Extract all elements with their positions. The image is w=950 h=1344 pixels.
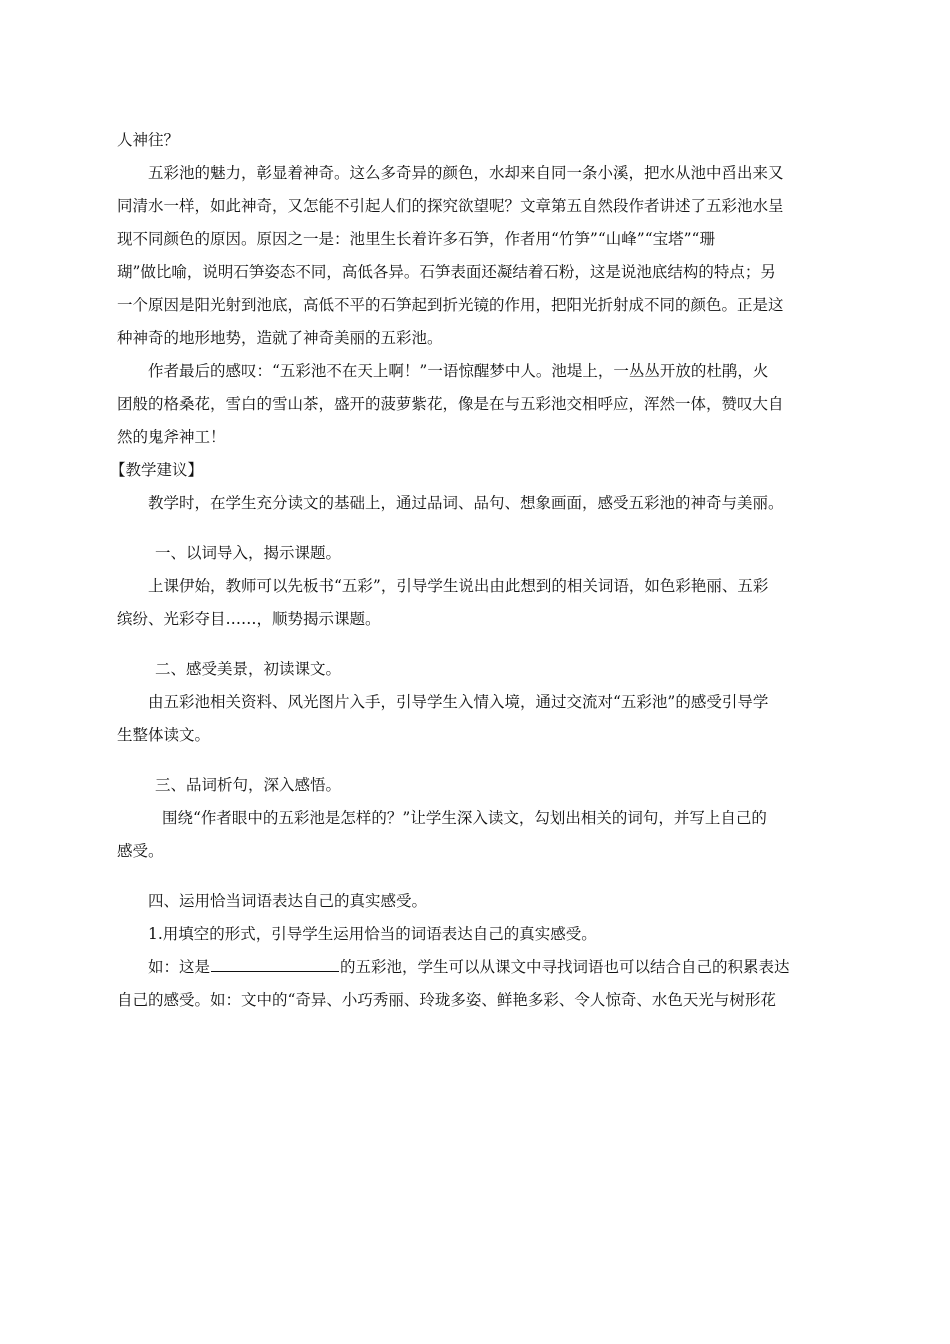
step-4-item-1: 1.用填空的形式，引导学生运用恰当的词语表达自己的真实感受。: [148, 925, 597, 943]
section-heading: 【教学建议】: [110, 461, 204, 479]
paragraph-1-line-1: 人神往？: [117, 131, 180, 149]
intro-paragraph: 教学时，在学生充分读文的基础上，通过品词、品句、想象画面，感受五彩池的神奇与美丽。: [148, 494, 784, 512]
paragraph-2-line-3: 现不同颜色的原因。原因之一是：池里生长着许多石笋，作者用“竹笋”“山峰”“宝塔”“珊: [117, 230, 715, 248]
step-3-heading: 三、品词析句，深入感悟。: [155, 776, 342, 794]
example-suffix: 的五彩池，学生可以从课文中寻找词语也可以结合自己的积累表达: [340, 958, 790, 976]
step-3-line-2: 感受。: [117, 842, 164, 860]
step-2-line-1: 由五彩池相关资料、风光图片入手，引导学生入情入境，通过交流对“五彩池”的感受引导学: [148, 693, 769, 711]
step-4-heading: 四、运用恰当词语表达自己的真实感受。: [148, 892, 428, 910]
step-4-example-line: [148, 957, 790, 977]
step-1-line-2: 缤纷、光彩夺目……，顺势揭示课题。: [117, 610, 381, 628]
fill-in-blank: [211, 957, 339, 972]
step-2-heading: 二、感受美景，初读课文。: [155, 660, 342, 678]
paragraph-2-line-4: 瑚”做比喻，说明石笋姿态不同，高低各异。石笋表面还凝结着石粉，这是说池底结构的特点；另: [117, 263, 776, 281]
paragraph-2-line-2: 同清水一样，如此神奇，又怎能不引起人们的探究欲望呢？文章第五自然段作者讲述了五彩池水呈: [117, 197, 784, 215]
example-prefix: 如：这是: [148, 958, 211, 976]
step-1-heading: 一、以词导入，揭示课题。: [155, 544, 342, 562]
step-3-line-1: 围绕“作者眼中的五彩池是怎样的？”让学生深入读文，勾划出相关的词句，并写上自己的: [162, 809, 767, 827]
step-2-line-2: 生整体读文。: [117, 726, 211, 744]
step-1-line-1: 上课伊始，教师可以先板书“五彩”，引导学生说出由此想到的相关词语，如色彩艳丽、五彩: [148, 577, 769, 595]
step-4-last-line: 自己的感受。如：文中的“奇异、小巧秀丽、玲珑多姿、鲜艳多彩、令人惊奇、水色天光与树形花: [117, 991, 776, 1009]
paragraph-2-line-1: 五彩池的魅力，彰显着神奇。这么多奇异的颜色，水却来自同一条小溪，把水从池中舀出来又: [148, 164, 784, 182]
paragraph-3-line-1: 作者最后的感叹：“五彩池不在天上啊！”一语惊醒梦中人。池堤上，一丛丛开放的杜鹃，火: [148, 362, 769, 380]
paragraph-3-line-2: 团般的格桑花，雪白的雪山茶，盛开的菠萝紫花，像是在与五彩池交相呼应，浑然一体，赞叹大自: [117, 395, 784, 413]
paragraph-2-line-5: 一个原因是阳光射到池底，高低不平的石笋起到折光镜的作用，把阳光折射成不同的颜色。正是这: [117, 296, 784, 314]
paragraph-3-line-3: 然的鬼斧神工！: [117, 428, 226, 446]
paragraph-2-line-6: 种神奇的地形地势，造就了神奇美丽的五彩池。: [117, 329, 443, 347]
